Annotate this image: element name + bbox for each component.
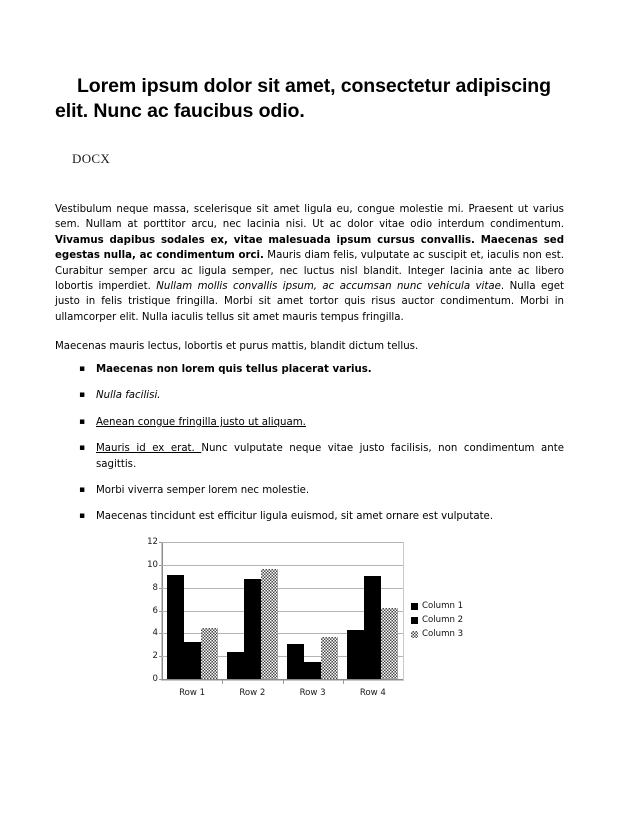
chart-bar-groups [163,544,402,679]
y-axis-tick-label: 0 [152,674,158,684]
bar-2 [244,579,261,679]
list-item [55,362,564,377]
list-item-text-plain: Nunc vulputate neque vitae justo facilisis, non condimentum ante sagittis. [96,443,564,470]
paragraph-2: Maecenas mauris lectus, lobortis et purus mattis, blandit dictum tellus. [55,341,419,353]
chart-legend [411,599,463,641]
bar-2 [304,662,321,679]
legend-swatch-icon [411,631,418,638]
bar-1 [347,630,364,679]
x-axis-labels [162,688,403,698]
bar-1 [167,575,184,679]
document-format-label: DOCX [72,151,111,166]
bullet-list [55,362,564,536]
y-axis-tick-label: 10 [147,559,158,570]
x-axis-tick-label: Row 4 [359,688,386,698]
paragraph-1 [55,202,564,325]
legend-swatch-icon [411,603,418,610]
y-axis-tick-label: 12 [147,537,158,547]
bar-1 [287,644,304,679]
y-axis-tick-mark [159,656,162,657]
y-axis-tick-mark [159,565,162,566]
bar-3 [321,637,338,679]
bar-3 [261,569,278,679]
list-item-text-plain: Morbi viverra semper lorem nec molestie. [96,485,310,497]
list-item-text-plain: Maecenas tincidunt est efficitur ligula euismod, sit amet ornare est vulputate. [96,511,494,523]
legend-item [411,613,463,627]
bullet-marker-icon: ▪ [79,390,86,401]
bar-3 [381,608,398,679]
x-axis-tick [283,680,284,684]
legend-label: Column 1 [422,601,464,611]
list-item [55,509,564,524]
list-item-text-underline: Mauris id ex erat. [96,443,202,455]
paragraph-1-run-3: Mauris diam felis, vulputate ac suscipit et, iaculis non est. Curabitur semper arcu ac ligula semper, nec luctus nisl blandit. Integer lacinia ante ac libero lobortis imperdiet. [55,250,564,293]
list-item [55,441,564,472]
y-axis-tick-mark [159,633,162,634]
y-axis-tick-label: 8 [152,582,158,593]
paragraph-1-run-2-bold: Vivamus dapibus sodales ex, vitae malesuada ipsum cursus convallis. Maecenas sed egestas nulla, ac condimentum orci. [55,234,564,262]
bar-group [163,544,223,679]
paragraph-1-run-5: . Nulla eget justo in felis tristique fringilla. Morbi sit amet tortor quis risus auctor condimentum. Morbi in ullamcorper elit. Nulla iaculis tellus sit amet mauris tempus fringilla. [55,281,564,323]
legend-item [411,599,463,613]
chart-plot-area [147,537,404,684]
y-axis-tick-label: 2 [152,651,158,662]
list-item-text-bold: Maecenas non lorem quis tellus placerat varius. [96,364,372,375]
y-axis-tick-mark [159,588,162,589]
y-axis-tick-label: 6 [152,605,158,616]
bar-chart [133,537,493,702]
y-axis-tick-mark [159,679,162,680]
legend-item [411,627,463,641]
legend-swatch-icon [411,617,418,624]
gridline [147,537,403,547]
x-axis-tick [343,680,344,684]
list-item-text-underline: Aenean congue fringilla justo ut aliquam. [96,416,306,428]
list-item [55,483,564,498]
body-text [55,202,564,355]
bullet-marker-icon: ▪ [79,416,86,427]
list-item [55,415,564,430]
x-axis-tick [222,680,223,684]
bullet-marker-icon: ▪ [79,443,86,454]
list-item [55,388,564,403]
page-title: Lorem ipsum dolor sit amet, consectetur adipiscing elit. Nunc ac faucibus odio. [55,75,551,122]
x-axis-tick-label: Row 1 [179,688,206,698]
bullet-marker-icon: ▪ [79,485,86,496]
bar-2 [184,642,201,679]
bar-3 [201,628,218,679]
y-axis-tick-label: 4 [152,628,158,639]
bar-group [342,544,402,679]
bar-1 [227,652,244,679]
paragraph-1-run-4-italic: Nullam mollis convallis ipsum, ac accumsan nunc vehicula vitae [156,281,501,293]
y-axis-tick-mark [159,542,162,543]
paragraph-1-run-1: Vestibulum neque massa, scelerisque sit amet ligula eu, congue molestie mi. Praesent ut varius sem. Nullam at porttitor arcu, nec lacinia nisi. Ut ac dolor vitae odio interdum condimentum. [55,204,564,231]
bar-2 [364,576,381,679]
list-item-text-italic: Nulla facilisi. [96,390,161,402]
x-axis-tick-label: Row 3 [299,688,326,698]
y-axis-tick-mark [159,611,162,612]
x-axis-tick-label: Row 2 [239,688,266,698]
bullet-marker-icon: ▪ [79,364,86,374]
bar-group [223,544,283,679]
bullet-marker-icon: ▪ [79,511,86,522]
bar-group [283,544,343,679]
legend-label: Column 3 [422,629,464,639]
legend-label: Column 2 [422,615,464,625]
